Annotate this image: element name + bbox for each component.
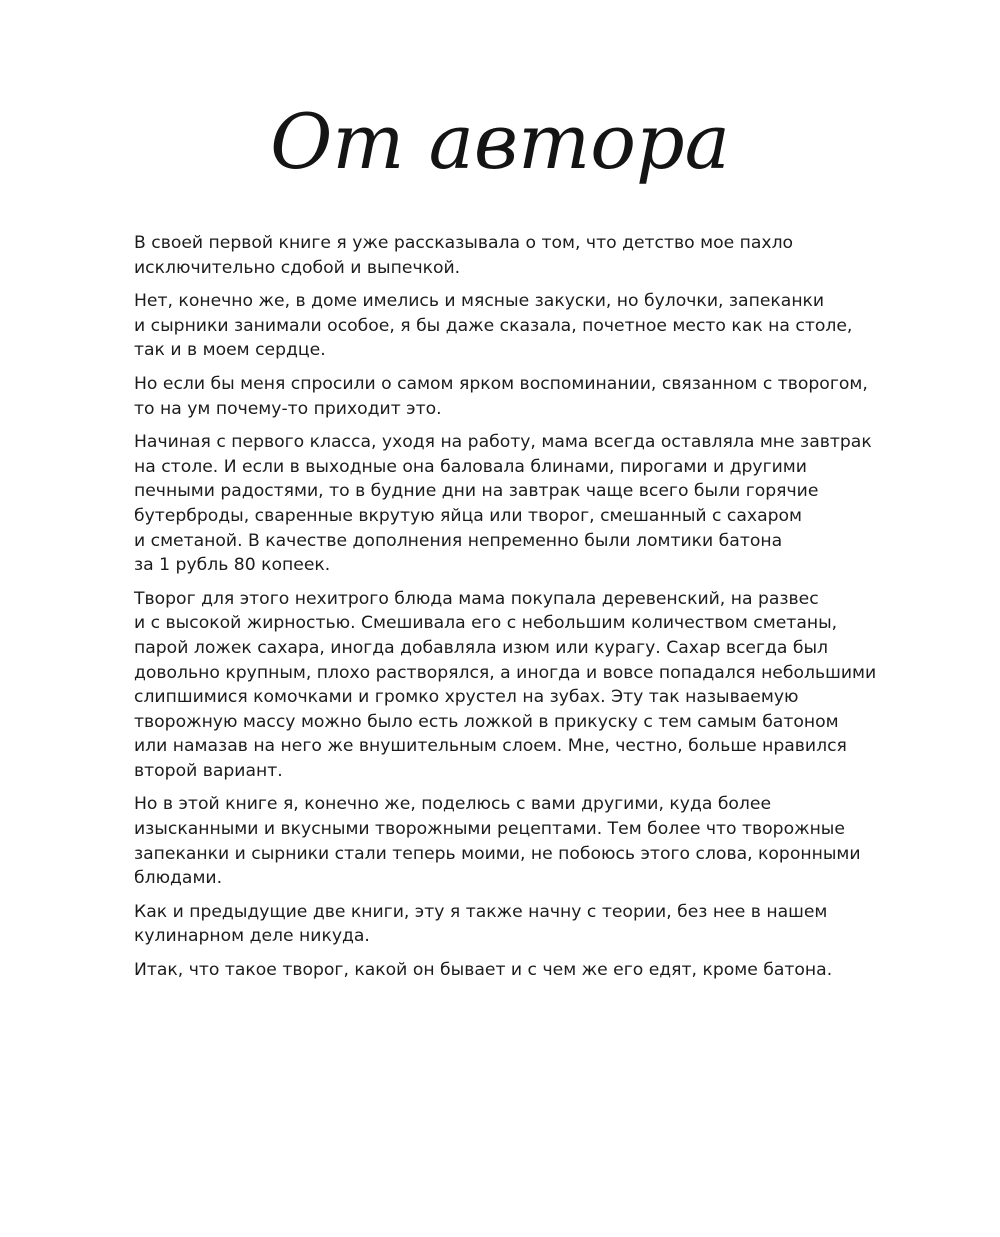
body-text [134, 231, 894, 992]
paragraph-4: Начиная с первого класса, уходя на работу, мама всегда оставляла мне завтрак на столе. И если в выходные она баловала блинами, пирогами и другими печными радостями, то в будние дни на завтрак чаще всего были горячие бутерброды, сваренные вкрутую яйца или творог, смешанный с сахаром и сметаной. В качестве дополнения непременно были ломтики батона за 1 рубль 80 копеек. [134, 432, 872, 576]
paragraph-6: Но в этой книге я, конечно же, поделюсь с вами другими, куда более изысканными и вкусными творожными рецептами. Тем более что творожные запеканки и сырники стали теперь моими, не побоюсь этого слова, коронными блюдами. [134, 794, 861, 889]
paragraph-5: Творог для этого нехитрого блюда мама покупала деревенский, на развес и с высокой жирностью. Смешивала его с небольшим количеством сметаны, парой ложек сахара, иногда добавляла изюм или курагу. Сахар всегда был довольно крупным, плохо растворялся, а иногда и вовсе попадался небольшими слипшимися комочками и громко хрустел на зубах. Эту так называемую творожную массу можно было есть ложкой в прикуску с тем самым батоном или намазав на него же внушительным слоем. Мне, честно, больше нравился второй вариант. [134, 588, 877, 781]
paragraph-2: Нет, конечно же, в доме имелись и мясные закуски, но булочки, запеканки и сырники занимали особое, я бы даже сказала, почетное место как на столе, так и в моем сердце. [134, 291, 853, 361]
paragraph-8: Итак, что такое творог, какой он бывает и с чем же его едят, кроме батона. [134, 960, 833, 981]
paragraph-3: Но если бы меня спросили о самом ярком воспоминании, связанном с творогом, то на ум почему-то приходит это. [134, 373, 868, 419]
page-title: От автора [270, 97, 730, 186]
paragraph-1: В своей первой книге я уже рассказывала о том, что детство мое пахло исключительно сдобой и выпечкой. [134, 233, 794, 278]
paragraph-7: Как и предыдущие две книги, эту я также начну с теории, без нее в нашем кулинарном деле никуда. [134, 901, 828, 947]
